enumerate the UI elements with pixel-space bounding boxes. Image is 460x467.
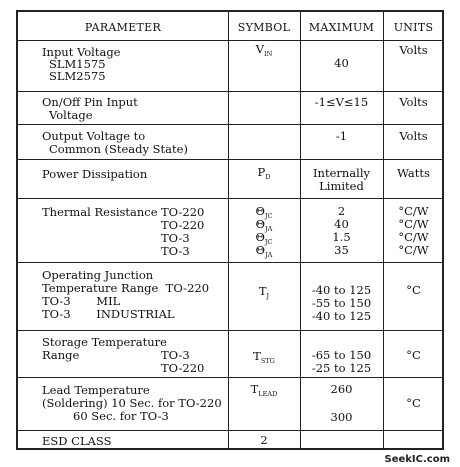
units-cell: Volts: [399, 95, 428, 109]
row-divider: [18, 198, 442, 199]
param-line: TO-3 INDUSTRIAL: [42, 307, 175, 321]
param-line: Storage Temperature: [42, 335, 167, 349]
row-divider: [18, 40, 442, 41]
units-cell: Volts: [399, 129, 428, 143]
param-line: SLM2575: [49, 69, 106, 83]
absolute-maximum-ratings-table: [16, 10, 444, 450]
symbol-cell: $T_J$: [258, 284, 270, 300]
package-label: TO-220: [161, 361, 205, 375]
maximum-cell: Internally: [313, 166, 370, 180]
param-line: Output Voltage to: [42, 129, 146, 143]
param-line: TO-3 MIL: [42, 294, 121, 308]
row-divider: [18, 159, 442, 160]
units-cell: °C: [406, 283, 421, 297]
maximum-cell: 40: [334, 56, 349, 70]
param-line: Power Dissipation: [42, 167, 148, 181]
units-cell: °C: [406, 396, 421, 410]
symbol-cell: $\Theta_{JC}$: [255, 230, 273, 246]
param-line: On/Off Pin Input: [42, 95, 138, 109]
param-line: Thermal Resistance: [42, 205, 158, 219]
maximum-cell: -40 to 125: [311, 309, 372, 323]
symbol-cell: $T_{STG}$: [253, 349, 275, 365]
row-divider: [18, 430, 442, 431]
maximum-cell: -40 to 125: [311, 283, 372, 297]
maximum-cell: 35: [334, 243, 349, 257]
package-label: TO-3: [161, 348, 190, 362]
units-cell: °C/W: [398, 230, 429, 244]
row-divider: [18, 91, 442, 92]
row-divider: [18, 124, 442, 125]
package-label: TO-220: [161, 218, 205, 232]
maximum-cell: 300: [330, 410, 353, 424]
param-line: SLM1575: [49, 57, 106, 71]
param-line: Voltage: [49, 108, 93, 122]
header-parameter: PARAMETER: [84, 21, 162, 34]
param-line: 60 Sec. for TO-3: [73, 409, 169, 423]
param-line: ESD CLASS: [42, 434, 112, 448]
units-cell: °C/W: [398, 217, 429, 231]
row-divider: [18, 377, 442, 378]
param-line: Common (Steady State): [49, 142, 188, 156]
units-cell: Watts: [397, 166, 430, 180]
maximum-cell: -25 to 125: [311, 361, 372, 375]
header-units: UNITS: [393, 21, 434, 34]
maximum-cell: 1.5: [332, 230, 351, 244]
symbol-cell: $\Theta_{JC}$: [255, 204, 273, 220]
package-label: TO-3: [161, 231, 190, 245]
param-line: Lead Temperature: [42, 383, 150, 397]
maximum-cell: 40: [334, 217, 349, 231]
package-label: TO-220: [161, 205, 205, 219]
param-line: Input Voltage: [42, 45, 121, 59]
param-line: Range: [42, 348, 80, 362]
units-cell: °C/W: [398, 243, 429, 257]
header-symbol: SYMBOL: [237, 21, 291, 34]
symbol-cell: $\Theta_{JA}$: [255, 217, 273, 233]
param-line: (Soldering) 10 Sec. for TO-220: [42, 396, 222, 410]
units-cell: °C: [406, 348, 421, 362]
units-cell: °C/W: [398, 204, 429, 218]
symbol-cell: 2: [260, 433, 268, 447]
maximum-cell: Limited: [319, 179, 364, 193]
symbol-cell: $P_D$: [257, 165, 271, 181]
maximum-cell: -1: [335, 129, 348, 143]
maximum-cell: -55 to 150: [311, 296, 372, 310]
package-label: TO-3: [161, 244, 190, 258]
param-line: Operating Junction: [42, 268, 154, 282]
row-divider: [18, 262, 442, 263]
maximum-cell: -65 to 150: [311, 348, 372, 362]
maximum-cell: 260: [330, 382, 353, 396]
symbol-cell: $V_{IN}$: [255, 42, 273, 58]
maximum-cell: -1≤V≤15: [314, 95, 369, 109]
symbol-cell: $T_{LEAD}$: [250, 382, 278, 398]
header-maximum: MAXIMUM: [308, 21, 375, 34]
maximum-cell: 2: [337, 204, 346, 218]
param-line: Temperature Range TO-220: [42, 281, 210, 295]
row-divider: [18, 330, 442, 331]
watermark-text: SeekIC.com: [384, 454, 450, 465]
symbol-cell: $\Theta_{JA}$: [255, 243, 273, 259]
units-cell: Volts: [399, 43, 428, 57]
